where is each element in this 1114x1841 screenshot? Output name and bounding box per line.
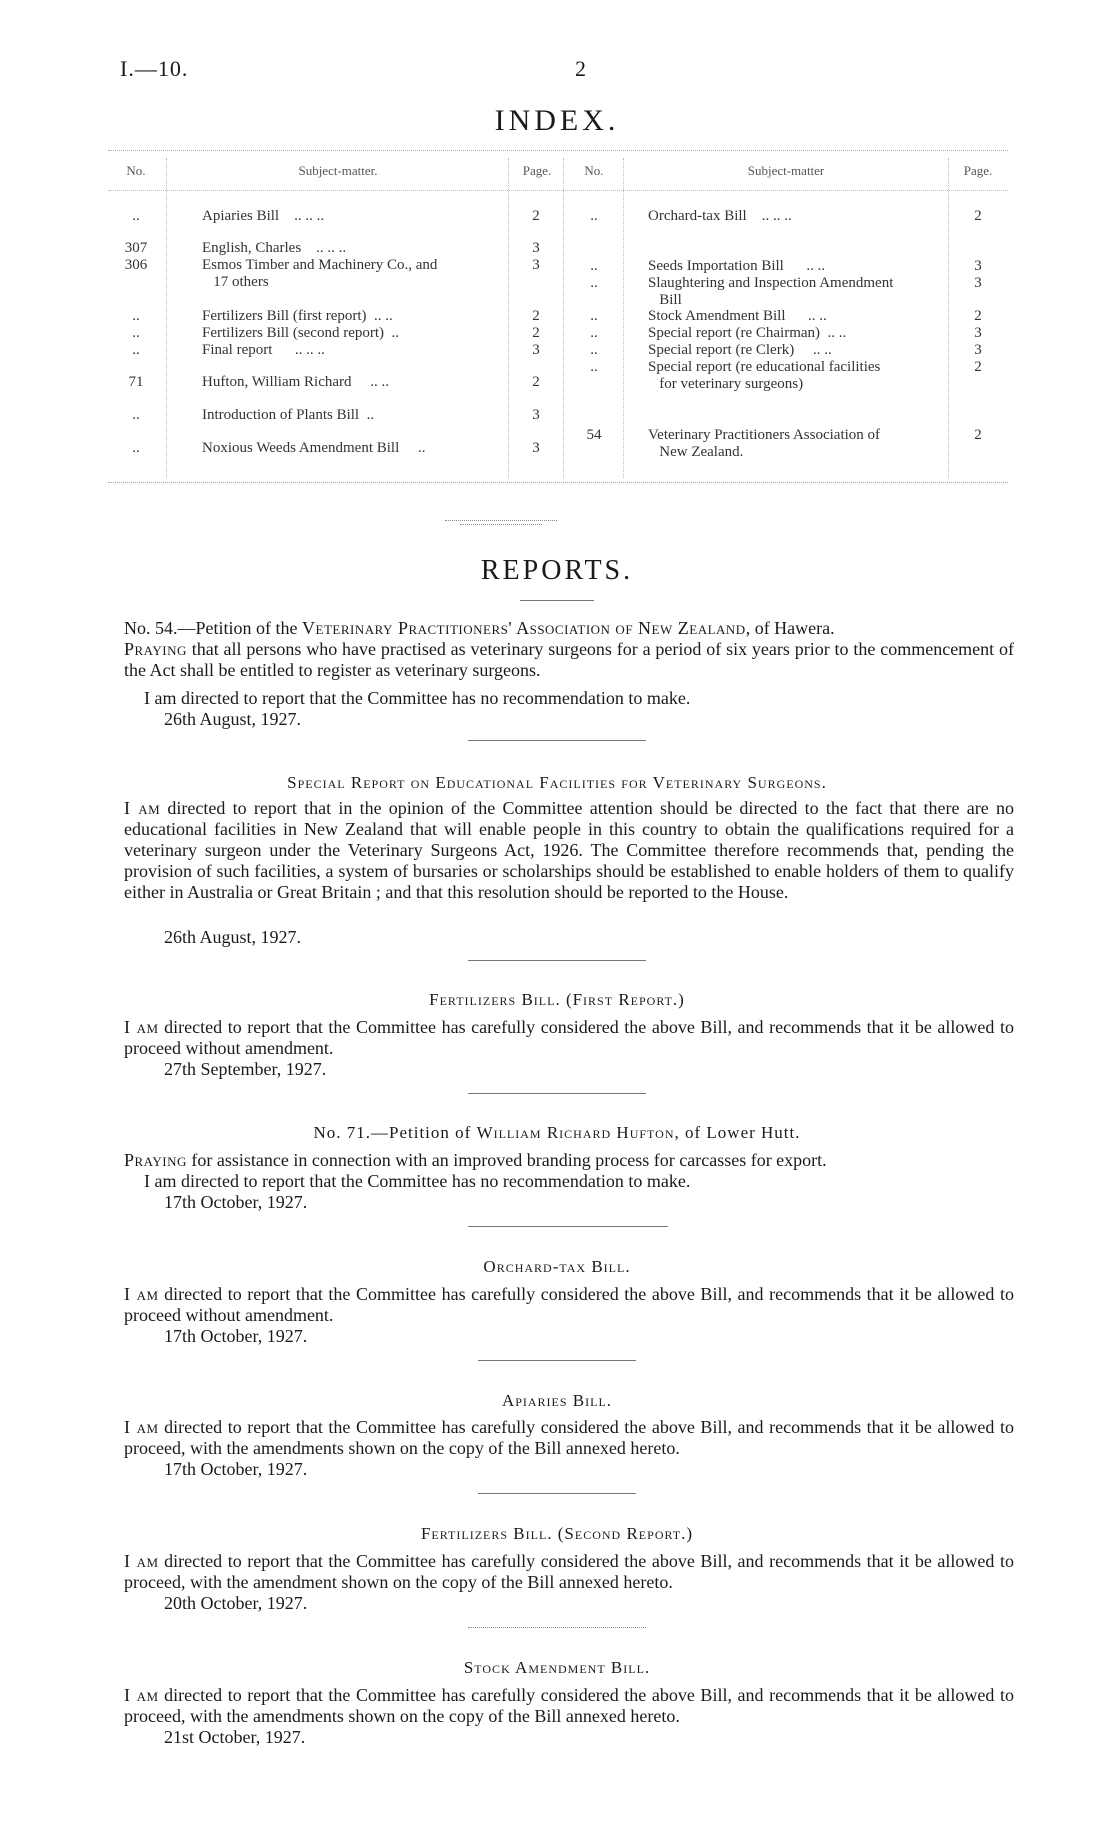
index-row-subject: Stock Amendment Bill .. ..	[648, 308, 827, 324]
column-header-no: No.	[584, 163, 604, 178]
report-date: 26th August, 1927.	[164, 927, 302, 947]
report-heading: Fertilizers Bill. (Second Report.)	[420, 1524, 694, 1543]
column-header-subject: Subject-matter	[747, 163, 825, 178]
report-body: I am directed to report that the Committee has no recommendation to make.	[144, 1171, 691, 1191]
index-row-subject: Special report (re Chairman) .. ..	[648, 325, 847, 341]
index-row-no: ..	[590, 258, 598, 274]
index-row-page: 2	[532, 208, 540, 224]
index-row-page: 3	[532, 342, 540, 358]
index-row-page: 2	[974, 208, 982, 224]
index-row-page: 2	[532, 308, 540, 324]
index-row-no: ..	[132, 208, 140, 224]
report-heading: Special Report on Educational Facilities for Veterinary Surgeons.	[287, 773, 827, 792]
column-header-page: Page.	[963, 163, 993, 178]
section-divider	[460, 524, 542, 525]
index-row-no: ..	[590, 359, 598, 375]
report-heading: Fertilizers Bill. (First Report.)	[429, 990, 685, 1009]
index-row-subject: Fertilizers Bill (first report) .. ..	[202, 308, 393, 324]
index-row-no: ..	[590, 325, 598, 341]
report-date: 17th October, 1927.	[164, 1326, 308, 1346]
section-divider	[478, 1493, 636, 1494]
section-divider	[468, 1226, 668, 1227]
report-heading: Orchard-tax Bill.	[483, 1257, 631, 1276]
table-rule	[108, 482, 1008, 483]
page-number: 2	[575, 56, 586, 81]
report-stock-amendment: I am directed to report that the Committee has carefully considered the above Bill, and recommends that it be allowed to proceed, with the amendments shown on the copy of the Bill annexed hereto.	[124, 1685, 1015, 1726]
column-header-page: Page.	[522, 163, 552, 178]
index-row-page: 3	[974, 275, 982, 291]
report-petition-71: Praying for assistance in connection with an improved branding process for carcasses for export.	[124, 1150, 827, 1170]
column-header-subject: Subject-matter.	[298, 163, 378, 178]
index-row-no: ..	[132, 407, 140, 423]
report-orchard-tax: I am directed to report that the Committee has carefully considered the above Bill, and recommends that it be allowed to proceed without amendment.	[124, 1284, 1015, 1325]
section-divider	[468, 960, 646, 961]
index-row-page: 3	[532, 440, 540, 456]
report-date: 20th October, 1927.	[164, 1593, 308, 1613]
index-row-no: ..	[132, 342, 140, 358]
report-petition-54: No. 54.—Petition of the Veterinary Practitioners' Association of New Zealand, of Hawera. Praying that all persons who have practised as veterinary surgeons for a period of six years prior to the commencement of the Act shall be entitled to register as veterinary surgeons.	[124, 618, 1014, 680]
index-row-no: ..	[590, 208, 598, 224]
section-divider	[520, 600, 594, 601]
index-row-page: 2	[532, 374, 540, 390]
report-date: 17th October, 1927.	[164, 1192, 308, 1212]
index-row-subject: Special report (re educational facilities for veterinary surgeons)	[648, 359, 881, 392]
column-divider	[623, 158, 624, 478]
index-row-no: ..	[132, 440, 140, 456]
index-row-page: 3	[532, 240, 540, 256]
index-row-subject: Fertilizers Bill (second report) ..	[202, 325, 400, 341]
index-row-no: 307	[124, 240, 148, 256]
index-row-page: 2	[974, 427, 982, 443]
report-body: I am directed to report that the Committee has no recommendation to make.	[144, 688, 691, 708]
report-heading: Stock Amendment Bill.	[463, 1658, 651, 1677]
index-row-subject: Introduction of Plants Bill ..	[202, 407, 375, 423]
index-row-subject: Hufton, William Richard .. ..	[202, 374, 390, 390]
paper-reference: I.—10.	[120, 56, 189, 81]
index-row-page: 2	[974, 308, 982, 324]
report-fertilizers-second: I am directed to report that the Committee has carefully considered the above Bill, and recommends that it be allowed to proceed, with the amendment shown on the copy of the Bill annexed hereto.	[124, 1551, 1015, 1592]
index-row-no: ..	[590, 342, 598, 358]
report-date: 21st October, 1927.	[164, 1727, 306, 1747]
section-divider	[445, 520, 557, 521]
report-fertilizers-first: I am directed to report that the Committee has carefully considered the above Bill, and recommends that it be allowed to proceed without amendment.	[124, 1017, 1015, 1058]
column-divider	[166, 158, 167, 478]
index-row-no: ..	[132, 325, 140, 341]
report-heading: No. 71.—Petition of William Richard Hufton, of Lower Hutt.	[313, 1123, 801, 1142]
report-date: 17th October, 1927.	[164, 1459, 308, 1479]
index-row-page: 3	[532, 407, 540, 423]
index-row-no: 71	[128, 374, 144, 390]
index-row-subject: Final report .. .. ..	[202, 342, 325, 358]
column-divider	[563, 158, 564, 478]
index-title: INDEX.	[494, 104, 620, 137]
report-apiaries: I am directed to report that the Committee has carefully considered the above Bill, and recommends that it be allowed to proceed, with the amendments shown on the copy of the Bill annexed hereto.	[124, 1417, 1015, 1458]
index-row-subject: Apiaries Bill .. .. ..	[202, 208, 325, 224]
column-divider	[508, 158, 509, 478]
section-divider	[468, 1093, 646, 1094]
index-row-page: 3	[974, 258, 982, 274]
column-divider	[948, 158, 949, 478]
index-row-no: 54	[586, 427, 602, 443]
table-rule	[108, 150, 1008, 151]
index-row-no: ..	[590, 275, 598, 291]
index-row-subject: Esmos Timber and Machinery Co., and 17 others	[202, 257, 438, 290]
index-row-subject: Special report (re Clerk) .. ..	[648, 342, 832, 358]
index-row-subject: Orchard-tax Bill .. .. ..	[648, 208, 792, 224]
index-row-subject: English, Charles .. .. ..	[202, 240, 347, 256]
section-divider	[478, 1360, 636, 1361]
section-divider	[468, 740, 646, 741]
table-rule	[108, 190, 1008, 191]
index-row-subject: Noxious Weeds Amendment Bill ..	[202, 440, 426, 456]
report-educational-facilities: I am directed to report that in the opinion of the Committee attention should be directed to the fact that there are no educational facilities in New Zealand that will enable people in this country to obtain the qualifications required for a veterinary surgeon under the Veterinary Surgeons Act, 1926. The Committee therefore recommends that, pending the provision of such facilities, a system of bursaries or scholarships should be established to enable holders of them to qualify either in Australia or Great Britain ; and that this resolution should be reported to the House.	[124, 798, 1014, 902]
column-header-no: No.	[126, 163, 146, 178]
index-row-no: ..	[132, 308, 140, 324]
index-row-no: ..	[590, 308, 598, 324]
report-date: 27th September, 1927.	[164, 1059, 327, 1079]
index-row-subject: Veterinary Practitioners Association of New Zealand.	[648, 427, 881, 460]
section-divider	[468, 1627, 646, 1628]
index-row-page: 3	[974, 342, 982, 358]
report-heading: Apiaries Bill.	[501, 1391, 613, 1410]
index-row-page: 3	[974, 325, 982, 341]
index-table	[108, 150, 1008, 486]
index-row-subject: Slaughtering and Inspection Amendment Bill	[648, 275, 894, 308]
index-row-no: 306	[124, 257, 148, 273]
reports-title: REPORTS.	[480, 555, 634, 586]
index-row-page: 3	[532, 257, 540, 273]
report-date: 26th August, 1927.	[164, 709, 302, 729]
index-row-page: 2	[974, 359, 982, 375]
index-row-page: 2	[532, 325, 540, 341]
index-row-subject: Seeds Importation Bill .. ..	[648, 258, 826, 274]
